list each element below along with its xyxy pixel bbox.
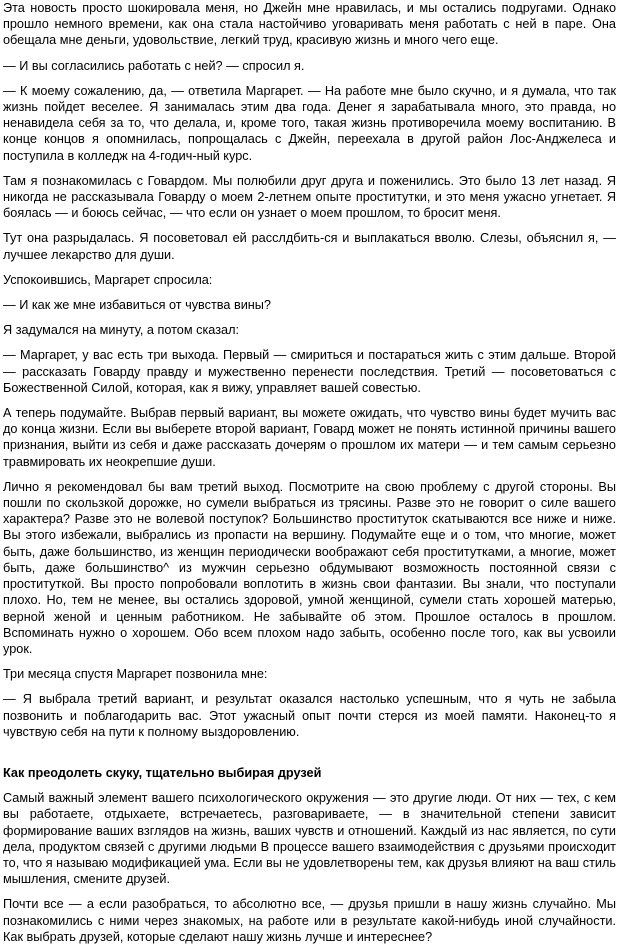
section-paragraph: Самый важный элемент вашего психологического окружения — это другие люди. От них — тех, с кем вы работаете, отдыхаете, встречаетесь, разговариваете, — в значительной степени зависит формирование ваших взглядов на жизнь, ваших чувств и отношений. Каждый из нас является, по сути дела, продуктом связей с другими людьми В процессе вашего взаимодействия с друзьями происходит то, что я называю модификацией ума. Если вы не удовлетворены тем, как друзья влияют на ваш стиль мышления, смените друзей. bbox=[3, 791, 616, 887]
section-heading: Как преодолеть скуку, тщательно выбирая друзей bbox=[3, 765, 322, 780]
section-paragraph: Почти все — а если разобраться, то абсолютно все, — друзья пришли в нашу жизнь случайно. Мы познакомились с ними через знакомых, на работе или в результате какой-нибудь иной случайности. Как выбрать друзей, которые сделают нашу жизнь лучше и интереснее? bbox=[3, 897, 616, 944]
paragraph: Лично я рекомендовал бы вам третий выход. Посмотрите на свою проблему с другой стороны. Вы пошли по скользкой дорожке, но сумели выбраться из трясины. Разве это не говорит о силе вашего характера? Разве это не волевой поступок? Большинство проституток скатываются все ниже и ниже. Вы этого избежали, выбрались из пропасти на вершину. Подумайте еще и о том, что многие, может быть, даже большинство, из женщин периодически воображают себя проститутками, а многие, может быть, даже большинство^ из мужчин серьезно обдумывают возможность постоянной связи с проституткой. Вы просто попробовали воплотить в жизнь свои фантазии. Вы знали, что поступали плохо. Но, тем не менее, вы остались здоровой, умной женщиной, сумели стать хорошей матерью, верной женой и ценным работником. Не забывайте об этом. Прошлое осталось в прошлом. Вспоминать нужно о хорошем. Обо всем плохом надо забыть, особенно после того, как вы усвоили урок. bbox=[3, 479, 616, 656]
paragraph: — И как же мне избавиться от чувства вины? bbox=[3, 298, 271, 313]
paragraph: Я задумался на минуту, а потом сказал: bbox=[3, 323, 239, 338]
paragraph: — К моему сожалению, да, — ответила Маргарет. — На работе мне было скучно, и я думала, что так жизнь пойдет веселее. Я занималась этим два года. Денег я зарабатывала много, это правда, но ненавидела себя за то, что делала, и, кроме того, такая жизнь противоречила моему воспитанию. В конце концов я опомнилась, попрощалась с Джейн, переехала в другой район Лос-Анджелеса и поступила в колледж на 4-годич-ный курс. bbox=[3, 83, 616, 163]
paragraph: Там я познакомилась с Говардом. Мы полюбили друг друга и поженились. Это было 13 лет назад. Я никогда не рассказывала Говарду о моем 2-летнем опыте проститутки, и это меня ужасно угнетает. Я боялась — и боюсь сейчас, — что если он узнает о моем прошлом, то бросит меня. bbox=[3, 173, 616, 221]
paragraph: Тут она разрыдалась. Я посоветовал ей расслдбить-ся и выплакаться вволю. Слезы, объяснил я, — лучшее лекарство для души. bbox=[3, 231, 616, 262]
paragraph: А теперь подумайте. Выбрав первый вариант, вы можете ожидать, что чувство вины будет мучить вас до конца жизни. Если вы выберете второй вариант, Говард может не понять истинной причины вашего признания, выйти из себя и даже рассказать дочерям о прошлом их матери — и тем самым серьезно травмировать их неокрепшие души. bbox=[3, 406, 616, 469]
paragraph: — И вы согласились работать с ней? — спросил я. bbox=[3, 58, 305, 73]
paragraph: — Я выбрала третий вариант, и результат оказался настолько успешным, что я чуть не забыла позвонить и поблагодарить вас. Этот ужасный опыт почти стерся из моей памяти. Наконец-то я чувствую себя на пути к полному выздоровлению. bbox=[3, 692, 616, 739]
paragraph: Эта новость просто шокировала меня, но Джейн мне нравилась, и мы остались подругами. Однако прошло немного времени, как она стала настойчиво уговаривать меня работать с ней в паре. Она обещала мне деньги, удовольствие, легкий труд, красивую жизнь и много чего еще. bbox=[3, 1, 616, 48]
paragraph: — Маргарет, у вас есть три выхода. Первый — смириться и постараться жить с этим дальше. Второй — рассказать Говарду правду и мужественно перенести последствия. Третий — посоветоваться с Божественной Силой, которая, как я вижу, управляет вашей совестью. bbox=[3, 348, 616, 395]
paragraph: Три месяца спустя Маргарет позвонила мне: bbox=[3, 667, 268, 682]
paragraph: Успокоившись, Маргарет спросила: bbox=[3, 272, 213, 287]
